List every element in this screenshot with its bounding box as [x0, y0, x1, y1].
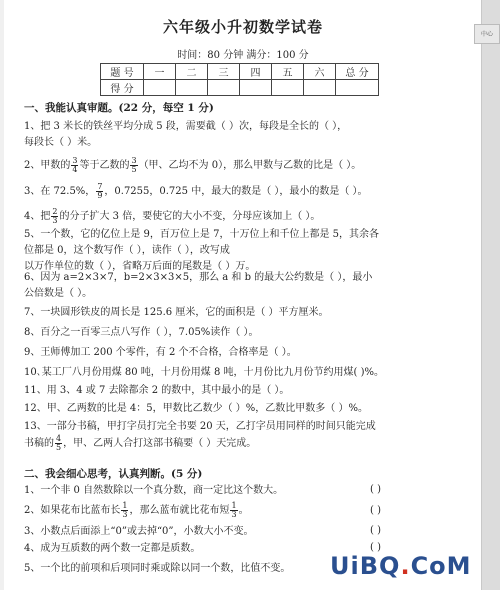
question-6-line-1: 6、因为 a=2×3×7，b=2×3×3×5，那么 a 和 b 的最大公约数是（ ），最小: [24, 272, 373, 283]
fraction: [121, 502, 128, 519]
score-cell: [144, 80, 176, 96]
question-10: 10､某工厂八月份用煤 80 吨，十月份用煤 8 吨，十月份比九月份节约用煤( )%。: [24, 367, 385, 378]
judgment-4: 4、成为互质数的两个数一定都是质数。: [24, 543, 201, 554]
score-cell: [272, 80, 304, 96]
exam-meta: 时间：80 分钟 满分：100 分: [177, 50, 309, 61]
question-5-line-3: 以万作单位的数（ ），省略万后面的尾数是（ ）万。: [24, 261, 256, 272]
score-cell: 一: [144, 64, 176, 80]
site-watermark-logo: UiBQ.CoM: [330, 552, 472, 580]
score-cell: 六: [304, 64, 336, 80]
section-heading: 一、我能认真审题。(22 分，每空 1 分): [24, 102, 214, 114]
fraction: [51, 208, 58, 225]
denominator: 5: [56, 443, 62, 452]
section-heading: 二、我会细心思考，认真判断。(5 分): [24, 468, 203, 480]
score-cell: [208, 80, 240, 96]
question-text: 的分子扩大 3 倍，要使它的大小不变，分母应该加上（ ）。: [59, 211, 321, 222]
fraction: [96, 183, 103, 200]
score-table-score-row: [101, 80, 379, 96]
denominator: 3: [231, 510, 237, 519]
question-text: （甲、乙均不为 0），那么甲数与乙数的比是（ ）。: [138, 160, 362, 171]
score-cell: 五: [272, 64, 304, 80]
question-5-line-2: 位都是 0，这个数写作（ ），读作（ ），改写成: [24, 245, 230, 256]
question-text: 2、如果花布比蓝布长: [24, 505, 121, 516]
question-13-line-2: [24, 435, 256, 452]
numerator: 7: [97, 182, 103, 191]
judgment-1: 1、一个非 0 自然数除以一个真分数，商一定比这个数大。: [24, 485, 284, 496]
judgment-3: 3、小数点后面添上“0”或去掉“0”，小数大小不变。: [24, 526, 254, 537]
question-8: 8、百分之一百零三点八写作（ ），7.05%读作（ ）。: [24, 327, 259, 338]
numerator: 1: [122, 501, 128, 510]
score-cell: [176, 80, 208, 96]
question-1-line-2: 每段长（ ）米。: [24, 137, 98, 148]
score-cell: [304, 80, 336, 96]
question-text: ，0.7255，0.725 中，最大的数是（ ），最小的数是（ ）。: [104, 186, 368, 197]
denominator: 4: [72, 165, 78, 174]
fraction: [71, 157, 78, 174]
question-12: 12、甲、乙两数的比是 4：5，甲数比乙数少（ ）%，乙数比甲数多（ ）%。: [24, 403, 368, 414]
score-cell: 总 分: [336, 64, 379, 80]
question-9: 9、王师傅加工 200 个零件，有 2 个不合格，合格率是（ ）。: [24, 347, 297, 358]
judgment-2: [24, 502, 249, 519]
score-cell: 三: [208, 64, 240, 80]
question-text: 。: [238, 505, 249, 516]
score-cell: 四: [240, 64, 272, 80]
score-cell: 得 分: [101, 80, 144, 96]
score-cell: [240, 80, 272, 96]
question-11: 11、用 3、4 或 7 去除都余 2 的数中，其中最小的是（ ）。: [24, 385, 290, 396]
denominator: 3: [122, 510, 128, 519]
denominator: 9: [97, 191, 103, 200]
numerator: 2: [52, 207, 58, 216]
question-text: 书稿的: [24, 438, 54, 449]
denominator: 3: [52, 216, 58, 225]
score-cell: 题 号: [101, 64, 144, 80]
question-text: 4、把: [24, 211, 51, 222]
score-cell: [336, 80, 379, 96]
answer-blank: ( ): [370, 542, 381, 553]
question-2: [24, 157, 361, 174]
question-5-line-1: 5、一个数，它的亿位上是 9，百万位上是 7，十万位上和千位上都是 5，其余各: [24, 229, 379, 240]
page-title: 六年级小升初数学试卷: [162, 18, 323, 36]
fraction: [230, 502, 237, 519]
question-6-line-2: 公倍数是（ ）。: [24, 288, 93, 299]
question-3: [24, 183, 368, 200]
question-text: 3、在 72.5%，: [24, 186, 96, 197]
fraction: [130, 157, 137, 174]
numerator: 1: [231, 501, 237, 510]
numerator: 3: [72, 156, 78, 165]
fraction: [55, 435, 62, 452]
judgment-5: 5、一个比的前项和后项同时乘或除以同一个数，比值不变。: [24, 563, 291, 574]
question-text: 等于乙数的: [79, 160, 130, 171]
right-sidebar-strip: [481, 0, 500, 590]
score-cell: 二: [176, 64, 208, 80]
question-1-line-1: 1、把 3 米长的铁丝平均分成 5 段，需要截（ ）次，每段是全长的（ ），: [24, 121, 348, 132]
question-text: 2、甲数的: [24, 160, 71, 171]
answer-blank: ( ): [370, 525, 381, 536]
answer-blank: ( ): [370, 505, 381, 516]
question-text: ，甲、乙两人合打这部书稿要（ ）天完成。: [63, 438, 257, 449]
side-panel-tab[interactable]: 中心: [474, 24, 500, 44]
denominator: 5: [131, 165, 137, 174]
question-text: ，那么蓝布就比花布短: [129, 505, 230, 516]
question-4: [24, 208, 320, 225]
numerator: 3: [131, 156, 137, 165]
exam-paper-page: [4, 0, 482, 590]
question-13-line-1: 13、一部分书稿，甲打字员打完全书要 20 天，乙打字员用同样的时间只能完成: [24, 421, 376, 432]
score-table: [100, 63, 379, 96]
numerator: 4: [56, 434, 62, 443]
score-table-header-row: [101, 64, 379, 80]
answer-blank: ( ): [370, 484, 381, 495]
question-7: 7、一块圆形铁皮的周长是 125.6 厘米，它的面积是（ ）平方厘米。: [24, 307, 329, 318]
